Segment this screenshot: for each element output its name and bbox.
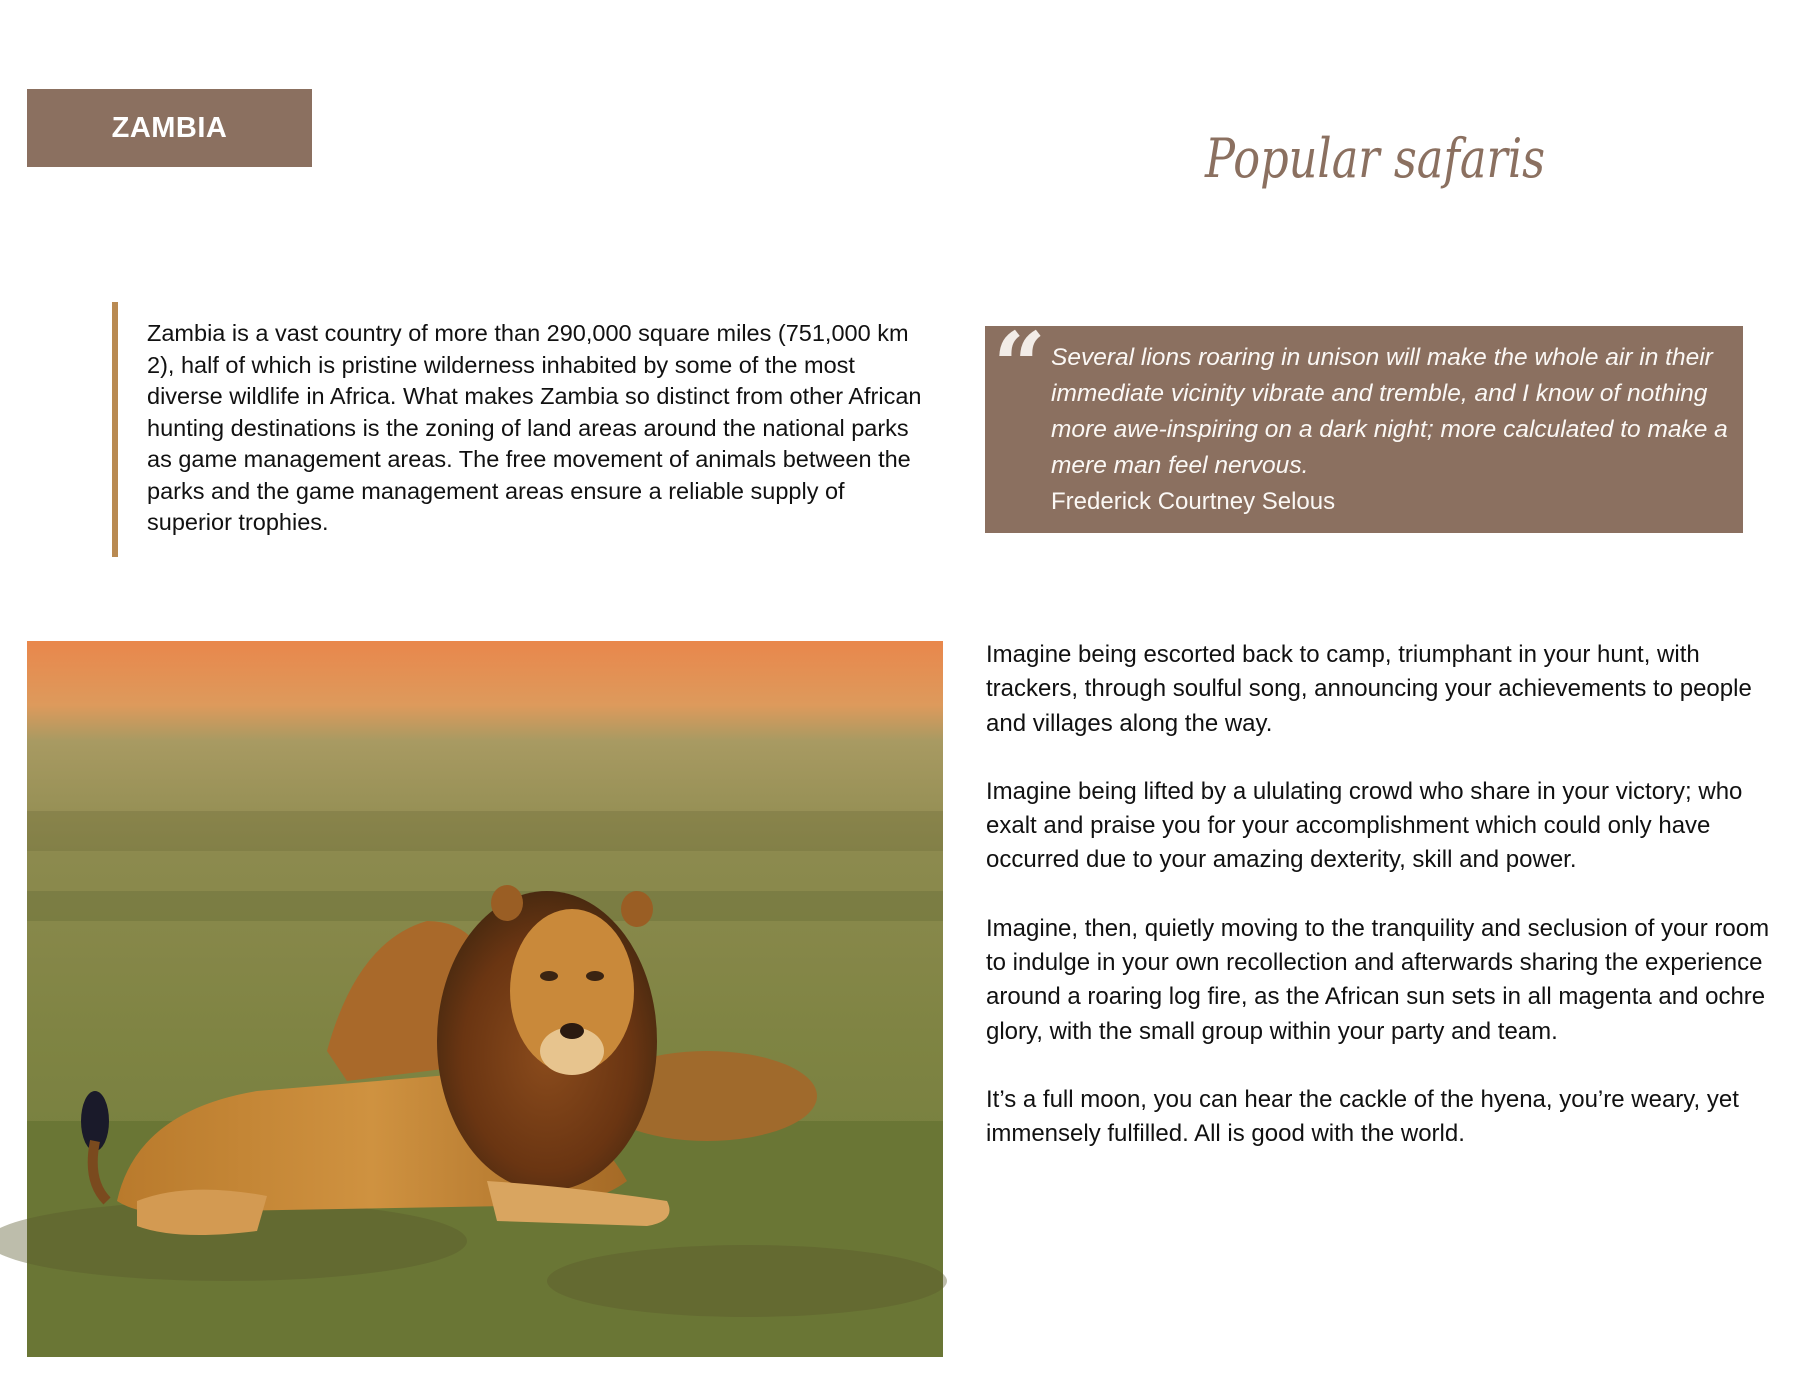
lion-photo-illustration xyxy=(27,641,943,1357)
lion-photo xyxy=(27,641,943,1357)
body-paragraph-3: Imagine, then, quietly moving to the tranquility and seclusion of your room to indulge in your own recollection and afterwards sharing the experience around a roaring log fire, as the African sun sets in all magenta and ochre glory, with the small group within your party and team. xyxy=(986,914,1770,1045)
body-text xyxy=(986,638,1776,1186)
quote-mark-icon: “ xyxy=(993,312,1046,420)
intro-accent-bar xyxy=(112,302,118,557)
body-paragraph-2: Imagine being lifted by a ululating crowd who share in your victory; who exalt and praise you for your accomplishment which could only have occurred due to your amazing dexterity, skill and power. xyxy=(986,777,1743,874)
script-title-svg xyxy=(1205,95,1565,205)
quote-text: Several lions roaring in unison will make the whole air in their immediate vicinity vibrate and tremble, and I know of nothing more awe-inspiring on a dark night; more calculated to make a mere man feel nervous. xyxy=(1051,344,1728,479)
script-title-text: Popular safaris xyxy=(1204,127,1545,190)
intro-paragraph: Zambia is a vast country of more than 290,000 square miles (751,000 km 2), half of which is pristine wilderness inhabited by some of the most diverse wildlife in Africa. What makes Zambia so distinct from other African hunting destinations is the zoning of land areas around the national parks as game management areas. The free movement of animals between the parks and the game management areas ensure a reliable supply of superior trophies. xyxy=(147,320,922,535)
section-title-script xyxy=(1205,95,1565,205)
country-badge-label: ZAMBIA xyxy=(111,111,228,144)
quote-author: Frederick Courtney Selous xyxy=(1051,488,1336,515)
body-paragraph-1: Imagine being escorted back to camp, triumphant in your hunt, with trackers, through soulful song, announcing your achievements to people and villages along the way. xyxy=(986,641,1752,737)
quote-block xyxy=(985,312,1743,533)
country-badge xyxy=(27,89,312,167)
body-paragraph-4: It’s a full moon, you can hear the cackle of the hyena, you’re weary, yet immensely fulfilled. All is good with the world. xyxy=(986,1085,1739,1148)
